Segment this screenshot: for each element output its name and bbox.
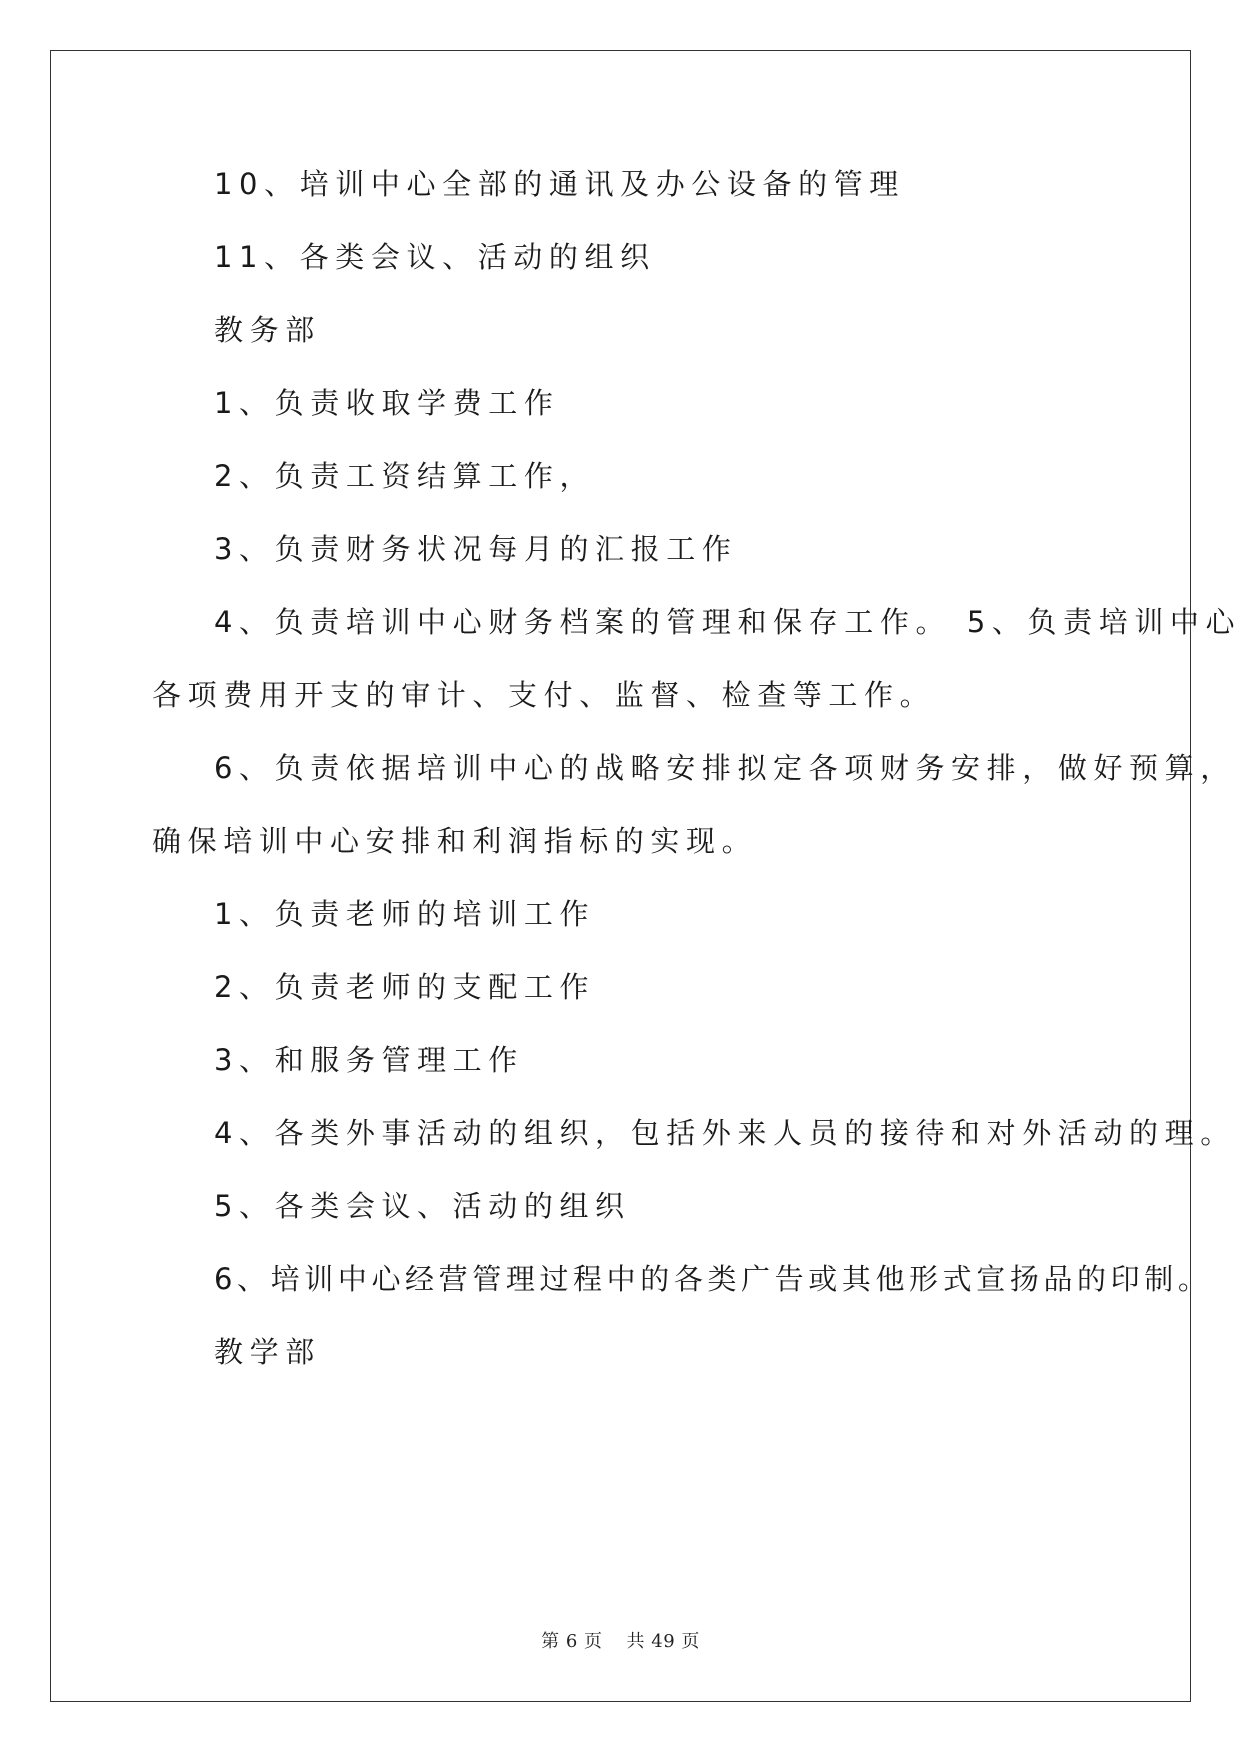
paragraph-item: 11、各类会议、活动的组织 (214, 240, 656, 274)
page-border (50, 50, 1191, 1702)
page-total: 共 49 页 (626, 1631, 700, 1652)
page-number: 第 6 页 (541, 1631, 603, 1652)
paragraph-item: 1、负责收取学费工作 (214, 386, 560, 420)
paragraph-item: 6、负责依据培训中心的战略安排拟定各项财务安排，做好预算， (214, 751, 1236, 785)
paragraph-item: 6、培训中心经营管理过程中的各类广告或其他形式宣扬品的印制。 (214, 1262, 1212, 1296)
paragraph-item: 5、各类会议、活动的组织 (214, 1189, 631, 1223)
section-heading-jiaowubu: 教务部 (214, 313, 321, 347)
page-footer (0, 1627, 1241, 1653)
section-heading-jiaoxuebu: 教学部 (214, 1335, 321, 1369)
paragraph-item: 4、各类外事活动的组织，包括外来人员的接待和对外活动的理。 (214, 1116, 1236, 1150)
paragraph-continuation: 各项费用开支的审计、支付、监督、检查等工作。 (152, 678, 936, 712)
paragraph-item: 10、培训中心全部的通讯及办公设备的管理 (214, 167, 905, 201)
paragraph-item: 2、负责老师的支配工作 (214, 970, 596, 1004)
paragraph-item: 3、和服务管理工作 (214, 1043, 524, 1077)
paragraph-item: 2、负责工资结算工作， (214, 459, 596, 493)
paragraph-item: 1、负责老师的培训工作 (214, 897, 596, 931)
paragraph-continuation: 确保培训中心安排和利润指标的实现。 (152, 824, 758, 858)
paragraph-item: 4、负责培训中心财务档案的管理和保存工作。 5、负责培训中心 (214, 605, 1241, 639)
paragraph-item: 3、负责财务状况每月的汇报工作 (214, 532, 738, 566)
